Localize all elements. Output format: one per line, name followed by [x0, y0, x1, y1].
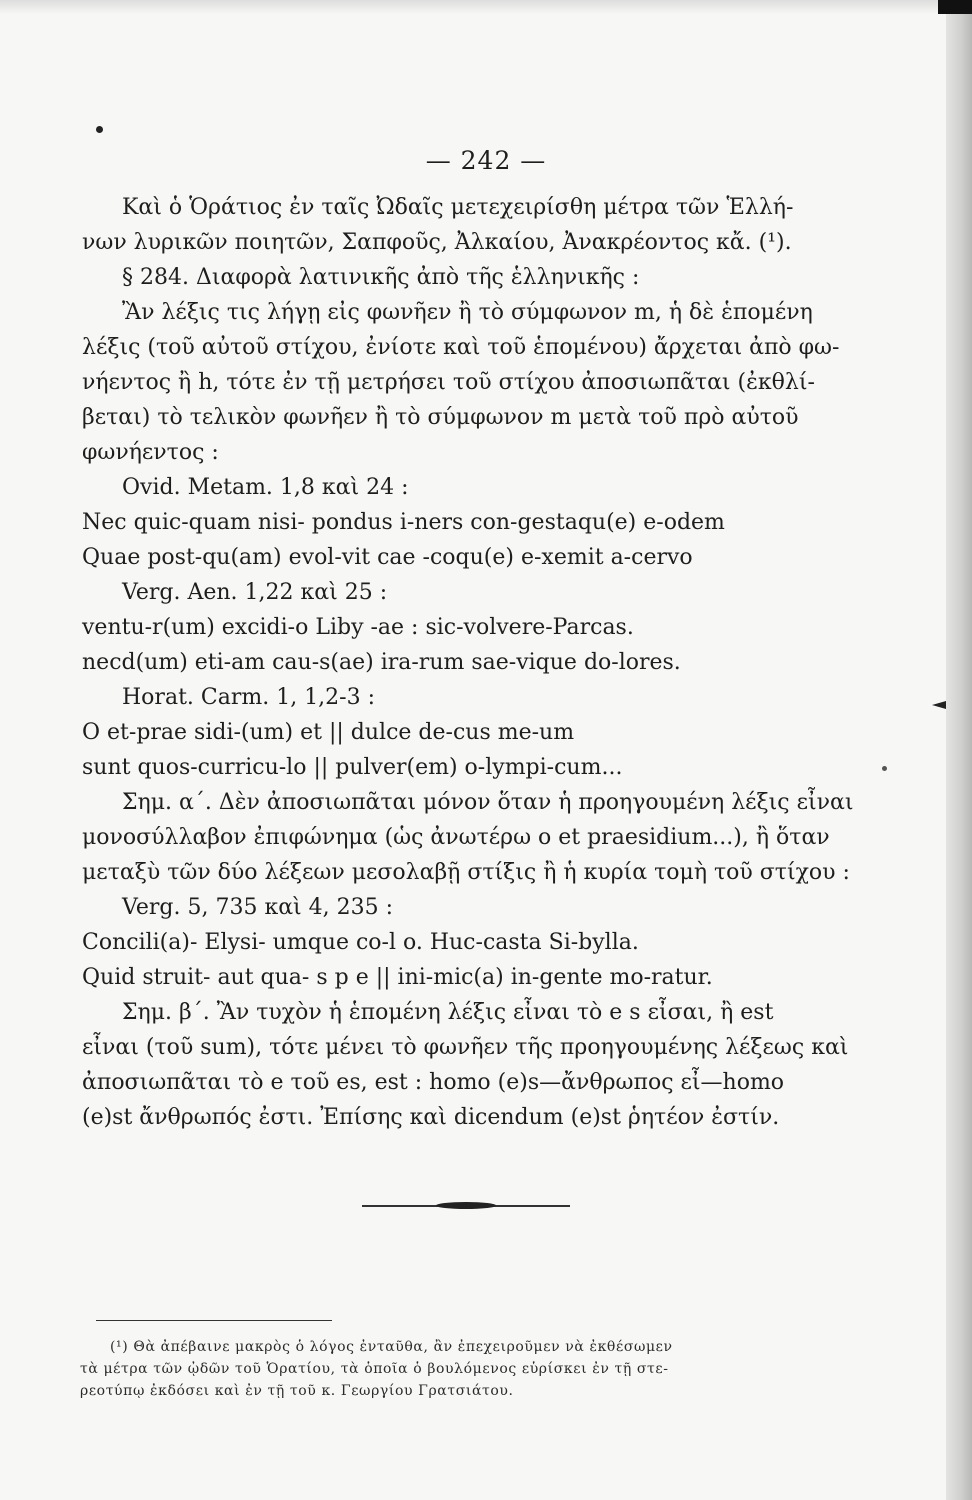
verse-line: Quid struit- aut qua- s p e || ini-mic(a) in-gente mo-ratur.	[82, 965, 713, 990]
verse-line: Concili(a)- Elysi- umque co-l o. Huc-casta Si-bylla.	[82, 930, 639, 955]
note-line: ἀποσιωπᾶται τὸ e τοῦ es, est : homo (e)s—ἄνθρωπος εἶ—homo	[82, 1070, 785, 1095]
verse-line: O et-prae sidi-(um) et || dulce de-cus me-um	[82, 720, 575, 745]
footnote-rule	[96, 1320, 332, 1321]
body-line: βεται) τὸ τελικὸν φωνῆεν ἢ τὸ σύμφωνον m μετὰ τοῦ πρὸ αὐτοῦ	[82, 405, 799, 430]
footnotes	[80, 1336, 900, 1402]
body-text	[82, 190, 904, 1135]
body-line: Ἂν λέξις τις λήγῃ εἰς φωνῆεν ἢ τὸ σύμφωνον m, ἡ δὲ ἑπομένη	[122, 300, 813, 325]
citation-line: Verg. Aen. 1,22 καὶ 25 :	[122, 580, 388, 605]
footnote-line: ρεοτύπῳ ἐκδόσει καὶ ἐν τῇ τοῦ κ. Γεωργίου Γρατσιάτου.	[80, 1383, 514, 1399]
citation-line: Verg. 5, 735 καὶ 4, 235 :	[122, 895, 394, 920]
note-line: μεταξὺ τῶν δύο λέξεων μεσολαβῇ στίξις ἢ ἡ κυρία τομὴ τοῦ στίχου :	[82, 860, 850, 885]
footnote-line: (¹) Θὰ ἀπέβαινε μακρὸς ὁ λόγος ἐνταῦθα, ἂν ἐπεχειροῦμεν νὰ ἐκθέσωμεν	[110, 1339, 673, 1355]
note-line: Σημ. α΄. Δὲν ἀποσιωπᾶται μόνον ὅταν ἡ προηγουμένη λέξις εἶναι	[122, 790, 854, 815]
citation-line: Horat. Carm. 1, 1,2-3 :	[122, 685, 376, 710]
page-binding-edge	[946, 0, 972, 1500]
body-line: νήεντος ἢ h, τότε ἐν τῇ μετρήσει τοῦ στίχου ἀποσιωπᾶται (ἐκθλί-	[82, 370, 815, 395]
verse-line: necd(um) eti-am cau-s(ae) ira-rum sae-vique do-lores.	[82, 650, 681, 675]
page-top-edge	[0, 0, 972, 14]
body-line: φωνήεντος :	[82, 440, 219, 465]
section-heading: § 284. Διαφορὰ λατινικῆς ἀπὸ τῆς ἑλληνικῆς :	[122, 265, 640, 290]
separator-ornament	[436, 1202, 496, 1209]
note-line: μονοσύλλαβον ἐπιφώνημα (ὡς ἀνωτέρω o et praesidium...), ἢ ὅταν	[82, 825, 830, 850]
note-line: (e)st ἄνθρωπός ἐστι. Ἐπίσης καὶ dicendum (e)st ῥητέον ἐστίν.	[82, 1105, 780, 1130]
verse-line: Nec quic-quam nisi- pondus i-ners con-gestaqu(e) e-odem	[82, 510, 725, 535]
margin-arrow-mark	[932, 701, 946, 709]
verse-line: Quae post-qu(am) evol-vit cae -coqu(e) e-xemit a-cervo	[82, 545, 693, 570]
page-number: — 242 —	[425, 146, 547, 175]
footnote-line: τὰ μέτρα τῶν ᾠδῶν τοῦ Ὁρατίου, τὰ ὁποῖα ὁ βουλόμενος εὑρίσκει ἐν τῇ στε-	[80, 1361, 669, 1377]
note-line: εἶναι (τοῦ sum), τότε μένει τὸ φωνῆεν τῆς προηγουμένης λέξεως καὶ	[82, 1035, 849, 1060]
body-line: Καὶ ὁ Ὁράτιος ἐν ταῖς Ὠδαῖς μετεχειρίσθη μέτρα τῶν Ἑλλή-	[122, 195, 794, 220]
note-line: Σημ. β΄. Ἂν τυχὸν ἡ ἑπομένη λέξις εἶναι τὸ e s εἶσαι, ἢ est	[122, 1000, 774, 1025]
body-line: λέξις (τοῦ αὐτοῦ στίχου, ἐνίοτε καὶ τοῦ ἑπομένου) ἄρχεται ἀπὸ φω-	[82, 335, 840, 360]
verse-line: ventu-r(um) excidi-o Liby -ae : sic-volvere-Parcas.	[82, 615, 634, 640]
scan-corner-mark	[938, 0, 972, 14]
verse-line: sunt quos-curricu-lo || pulver(em) o-lympi-cum...	[82, 755, 623, 780]
ink-dot	[96, 126, 103, 133]
citation-line: Ovid. Metam. 1,8 καὶ 24 :	[122, 475, 409, 500]
body-line: νων λυρικῶν ποιητῶν, Σαπφοῦς, Ἀλκαίου, Ἀνακρέοντος κἄ. (¹).	[82, 230, 792, 255]
